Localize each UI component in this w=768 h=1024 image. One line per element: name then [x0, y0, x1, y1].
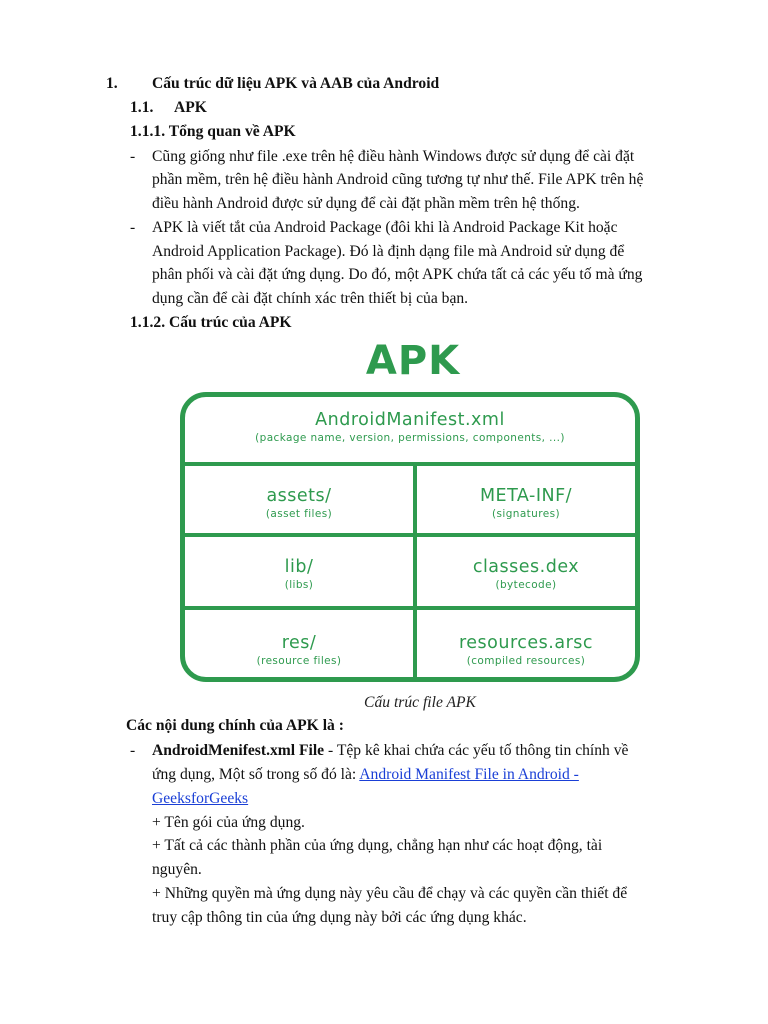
paragraph-line: dụng cần để cài đặt chính xác trên thiết bị của bạn.: [152, 290, 469, 307]
cell-desc: (asset files): [265, 508, 333, 520]
manifest-desc: (package name, version, permissions, components, ...): [255, 432, 565, 444]
subsection-structure: 1.1.2. Cấu trúc của APK: [130, 314, 292, 331]
divider: [185, 606, 635, 610]
manifest-file-label: AndroidMenifest.xml File: [152, 742, 325, 759]
manifest-text: ứng dụng, Một số trong số đó là:: [152, 766, 360, 783]
cell-resources-arsc: [417, 632, 635, 668]
divider: [185, 533, 635, 537]
cell-name: res/: [281, 633, 317, 653]
cell-assets: [185, 485, 413, 521]
manifest-text: - Tệp kê khai chứa các yếu tố thông tin chính về: [324, 742, 629, 759]
geeksforgeeks-link[interactable]: GeeksforGeeks: [152, 790, 249, 807]
list-item: nguyên.: [152, 861, 202, 878]
paragraph-line: điều hành Android được sử dụng để cài đặt phần mềm trên hệ thống.: [152, 195, 580, 212]
cell-desc: (libs): [284, 579, 314, 591]
heading-number: 1.: [106, 75, 118, 92]
cell-desc: (resource files): [256, 655, 342, 667]
figure-caption: Cấu trúc file APK: [364, 694, 476, 711]
divider: [185, 462, 635, 466]
bullet-dash: -: [130, 219, 136, 236]
list-item: truy cập thông tin của ứng dụng này bởi các ứng dụng khác.: [152, 909, 527, 926]
section-title: APK: [174, 99, 207, 116]
cell-name: META-INF/: [479, 486, 573, 506]
apk-structure-diagram: [180, 392, 640, 682]
cell-name: assets/: [266, 486, 332, 506]
cell-desc: (bytecode): [495, 579, 557, 591]
subsection-overview: 1.1.1. Tổng quan về APK: [130, 123, 296, 140]
list-item: + Tên gói của ứng dụng.: [152, 814, 305, 831]
cell-name: resources.arsc: [458, 633, 594, 653]
cell-meta-inf: [417, 485, 635, 521]
cell-name: classes.dex: [472, 557, 580, 577]
manifest-cell: [185, 409, 635, 445]
bullet-dash: -: [130, 742, 136, 759]
page-title: Cấu trúc dữ liệu APK và AAB của Android: [152, 75, 440, 92]
paragraph-line: Android Application Package). Đó là định dạng file mà Android sử dụng để: [152, 243, 625, 260]
section-number: 1.1.: [130, 99, 154, 116]
manifest-line: [152, 764, 579, 786]
list-item: + Những quyền mà ứng dụng này yêu cầu để chạy và các quyền cần thiết để: [152, 885, 628, 902]
manifest-line: [152, 740, 628, 762]
paragraph-line: Cũng giống như file .exe trên hệ điều hành Windows được sử dụng để cài đặt: [152, 148, 635, 165]
cell-desc: (compiled resources): [466, 655, 586, 667]
diagram-title: APK: [365, 338, 461, 384]
cell-res: [185, 632, 413, 668]
geeksforgeeks-link[interactable]: Android Manifest File in Android -: [359, 766, 579, 783]
manifest-name: AndroidManifest.xml: [315, 410, 505, 430]
cell-classes-dex: [417, 556, 635, 592]
paragraph-line: phần mềm, trên hệ điều hành Android cũng tương tự như thế. File APK trên hệ: [152, 171, 644, 188]
cell-lib: [185, 556, 413, 592]
cell-desc: (signatures): [492, 508, 560, 520]
paragraph-line: phân phối và cài đặt ứng dụng. Do đó, một APK chứa tất cả các yếu tố mà ứng: [152, 266, 643, 283]
paragraph-line: APK là viết tắt của Android Package (đôi khi là Android Package Kit hoặc: [152, 219, 618, 236]
cell-name: lib/: [284, 557, 314, 577]
main-content-heading: Các nội dung chính của APK là :: [126, 717, 344, 734]
list-item: + Tất cả các thành phần của ứng dụng, chẳng hạn như các hoạt động, tài: [152, 837, 603, 854]
bullet-dash: -: [130, 148, 136, 165]
